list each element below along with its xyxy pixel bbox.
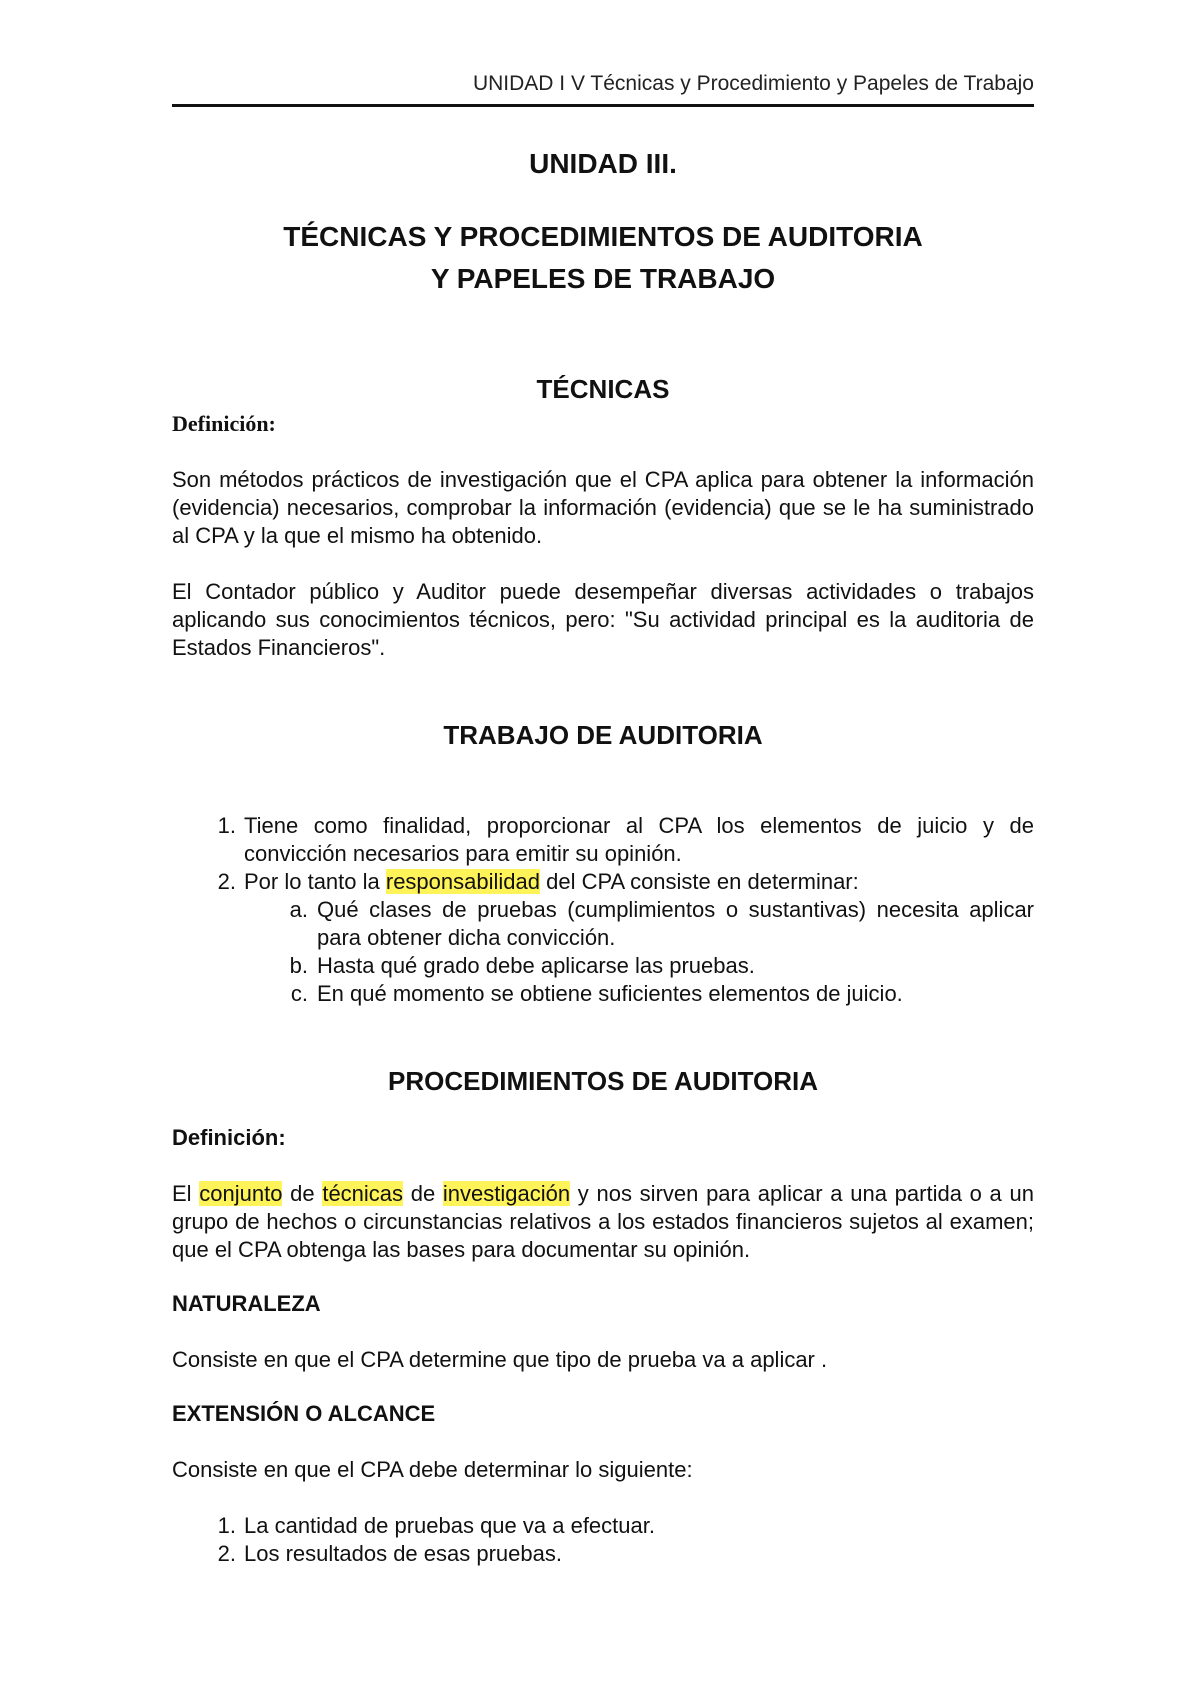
list-text: La cantidad de pruebas que va a efectuar. xyxy=(244,1513,655,1538)
highlighted-term: investigación xyxy=(442,1181,571,1206)
list-text: Tiene como finalidad, proporcionar al CPA los elementos de juicio y de convicción necesarios para emitir su opinión. xyxy=(244,813,1034,866)
sub-list-letter: c. xyxy=(290,981,308,1006)
trabajo-heading: TRABAJO DE AUDITORIA xyxy=(443,720,763,750)
extension-label: EXTENSIÓN O ALCANCE xyxy=(172,1401,436,1426)
sub-list-item xyxy=(172,980,1034,1008)
list-item xyxy=(172,868,1034,896)
list-text-pre: Por lo tanto la xyxy=(244,869,386,894)
list-item xyxy=(172,1512,1034,1540)
list-item xyxy=(172,1540,1034,1568)
procedimientos-heading: PROCEDIMIENTOS DE AUDITORIA xyxy=(387,1066,818,1096)
list-text: Los resultados de esas pruebas. xyxy=(244,1541,562,1566)
tecnicas-definition-label: Definición: xyxy=(172,411,276,436)
extension-list xyxy=(172,1512,1034,1568)
list-number: 2. xyxy=(217,869,236,894)
def-text: de xyxy=(403,1181,443,1206)
list-number: 1. xyxy=(217,813,236,838)
list-number: 2. xyxy=(217,1541,236,1566)
document-body xyxy=(172,146,1034,1568)
highlighted-term: conjunto xyxy=(199,1181,283,1206)
tecnicas-paragraph-2: El Contador público y Auditor puede desempeñar diversas actividades o trabajos aplicando sus conocimientos técnicos, pero: "Su actividad principal es la auditoria de Estados Financieros". xyxy=(172,579,1034,660)
running-header: UNIDAD I V Técnicas y Procedimiento y Papeles de Trabajo xyxy=(472,72,1034,95)
trabajo-list xyxy=(172,812,1034,1008)
highlighted-term: técnicas xyxy=(322,1181,404,1206)
tecnicas-paragraph-1: Son métodos prácticos de investigación que el CPA aplica para obtener la información (evidencia) necesarios, comprobar la información (evidencia) que se le ha suministrado al CPA y la que el mismo ha obtenido. xyxy=(172,467,1034,548)
list-number: 1. xyxy=(217,1513,236,1538)
list-item xyxy=(172,812,1034,868)
procedimientos-definition-label: Definición: xyxy=(172,1125,286,1150)
header-rule xyxy=(172,104,1034,107)
naturaleza-label: NATURALEZA xyxy=(172,1291,321,1316)
main-title-line-2: Y PAPELES DE TRABAJO xyxy=(430,263,776,294)
sub-list-item xyxy=(172,952,1034,980)
procedimientos-definition xyxy=(172,1180,1034,1264)
sub-list-text: En qué momento se obtiene suficientes elementos de juicio. xyxy=(317,981,903,1006)
tecnicas-heading: TÉCNICAS xyxy=(536,374,670,404)
extension-text: Consiste en que el CPA debe determinar lo siguiente: xyxy=(172,1457,693,1482)
sub-list-text: Qué clases de pruebas (cumplimientos o sustantivas) necesita aplicar para obtener dicha convicción. xyxy=(317,897,1034,950)
unit-title: UNIDAD III. xyxy=(529,148,677,179)
sub-list-item xyxy=(172,896,1034,952)
list-text-post: del CPA consiste en determinar: xyxy=(539,869,859,894)
sub-list-text: Hasta qué grado debe aplicarse las pruebas. xyxy=(317,953,755,978)
main-title-line-1: TÉCNICAS Y PROCEDIMIENTOS DE AUDITORIA xyxy=(283,221,923,252)
def-text: El xyxy=(172,1181,200,1206)
sub-list-letter: b. xyxy=(289,953,308,978)
def-text: de xyxy=(282,1181,323,1206)
def-text: y nos sirven para aplicar a una partida o a un grupo de hechos o circunstancias relativos a los estados financieros sujetos al examen; que el CPA obtenga las bases para documentar su opinión. xyxy=(172,1181,1034,1262)
sub-list-letter: a. xyxy=(289,897,308,922)
highlighted-term: responsabilidad xyxy=(385,869,540,894)
naturaleza-text: Consiste en que el CPA determine que tipo de prueba va a aplicar . xyxy=(172,1347,828,1372)
main-title xyxy=(172,216,1034,300)
